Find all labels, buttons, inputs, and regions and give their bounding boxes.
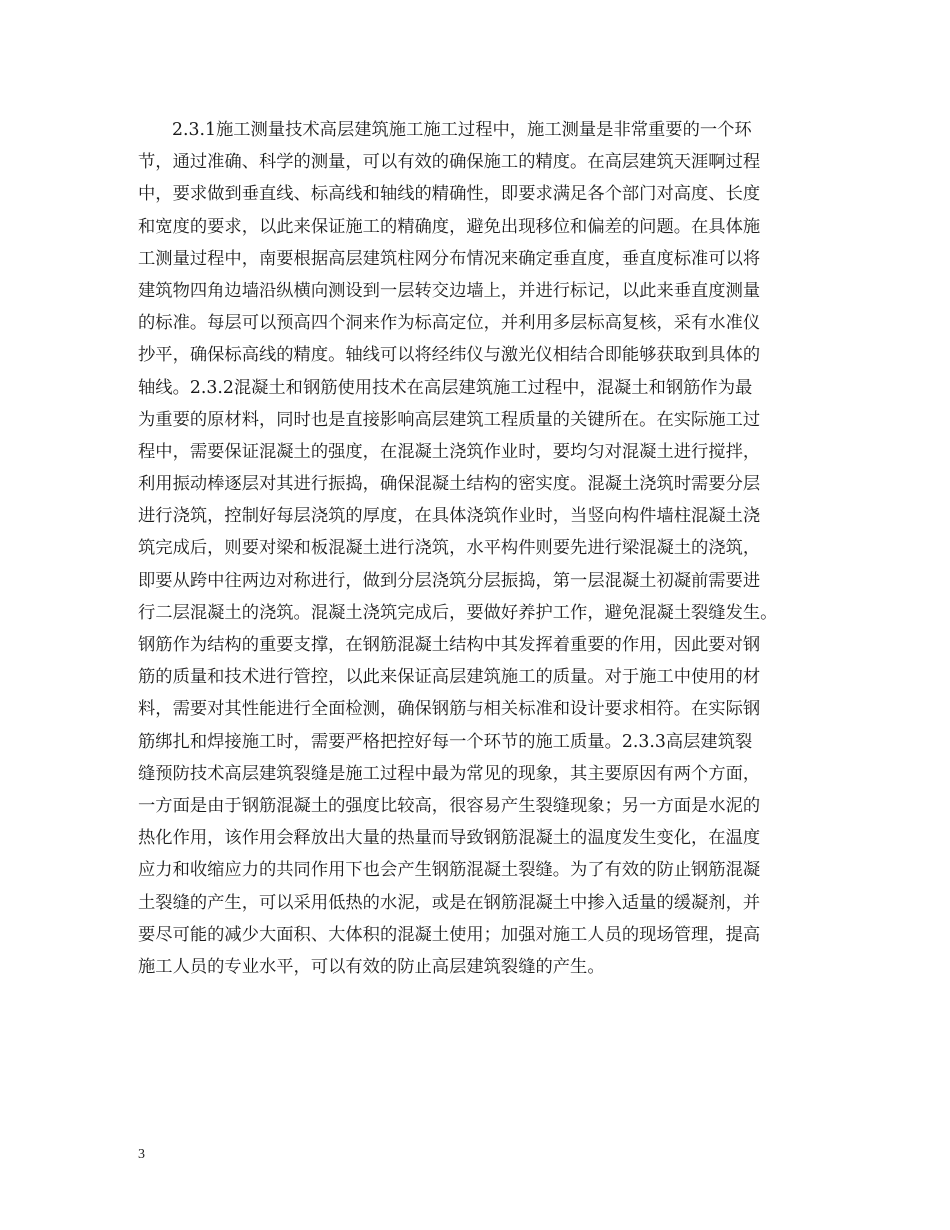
text-line: 钢筋作为结构的重要支撑，在钢筋混凝土结构中其发挥着重要的作用，因此要对钢 <box>138 635 761 655</box>
text-line: 行二层混凝土的浇筑。混凝土浇筑完成后，要做好养护工作，避免混凝土裂缝发生。 <box>138 602 778 623</box>
text-line: 应力和收缩应力的共同作用下也会产生钢筋混凝土裂缝。为了有效的防止钢筋混凝 <box>138 860 761 881</box>
text-line: 中，要求做到垂直线、标高线和轴线的精确性，即要求满足各个部门对高度、长度 <box>138 184 761 205</box>
text-line: 抄平，确保标高线的精度。轴线可以将经纬仪与激光仪相结合即能够获取到具体的 <box>138 345 761 366</box>
text-line: 一方面是由于钢筋混凝土的强度比较高，很容易产生裂缝现象；另一方面是水泥的 <box>138 795 761 816</box>
text-line: 缝预防技术高层建筑裂缝是施工过程中最为常见的现象，其主要原因有两个方面， <box>138 763 761 784</box>
page-number: 3 <box>138 1147 145 1162</box>
body-paragraph <box>138 114 828 983</box>
text-line: 即要从跨中往两边对称进行，做到分层浇筑分层振捣，第一层混凝土初凝前需要进 <box>138 570 761 591</box>
text-line: 筑完成后，则要对梁和板混凝土进行浇筑，水平构件则要先进行梁混凝土的浇筑， <box>138 538 761 559</box>
text-line: 节，通过准确、科学的测量，可以有效的确保施工的精度。在高层建筑天涯啊过程 <box>138 152 761 173</box>
text-line: 筋绑扎和焊接施工时，需要严格把控好每一个环节的施工质量。2.3.3高层建筑裂 <box>138 731 753 752</box>
text-line: 进行浇筑，控制好每层浇筑的厚度，在具体浇筑作业时，当竖向构件墙柱混凝土浇 <box>138 506 761 527</box>
text-line: 利用振动棒逐层对其进行振捣，确保混凝土结构的密实度。混凝土浇筑时需要分层 <box>138 474 761 495</box>
text-line: 为重要的原材料，同时也是直接影响高层建筑工程质量的关键所在。在实际施工过 <box>138 409 761 430</box>
text-line: 和宽度的要求，以此来保证施工的精确度，避免出现移位和偏差的问题。在具体施 <box>138 216 761 237</box>
text-line: 热化作用，该作用会释放出大量的热量而导致钢筋混凝土的温度发生变化，在温度 <box>138 828 761 849</box>
text-line: 料，需要对其性能进行全面检测，确保钢筋与相关标准和设计要求相符。在实际钢 <box>138 699 761 720</box>
text-line: 筋的质量和技术进行管控，以此来保证高层建筑施工的质量。对于施工中使用的材 <box>138 667 761 688</box>
text-line: 建筑物四角边墙沿纵横向测设到一层转交边墙上，并进行标记，以此来垂直度测量 <box>138 280 761 301</box>
text-line: 施工人员的专业水平，可以有效的防止高层建筑裂缝的产生。 <box>138 956 605 977</box>
text-line: 工测量过程中，南要根据高层建筑柱网分布情况来确定垂直度，垂直度标准可以将 <box>138 248 761 269</box>
text-line: 要尽可能的减少大面积、大体积的混凝土使用；加强对施工人员的现场管理，提高 <box>138 924 761 945</box>
text-line: 的标准。每层可以预高四个洞来作为标高定位，并利用多层标高复核，采有水准仪 <box>138 313 761 334</box>
text-line: 轴线。2.3.2混凝土和钢筋使用技术在高层建筑施工过程中，混凝土和钢筋作为最 <box>138 377 753 398</box>
text-line: 程中，需要保证混凝土的强度，在混凝土浇筑作业时，要均匀对混凝土进行搅拌， <box>138 441 761 462</box>
text-line: 2.3.1施工测量技术高层建筑施工施工过程中，施工测量是非常重要的一个环 <box>172 120 752 140</box>
text-line: 土裂缝的产生，可以采用低热的水泥，或是在钢筋混凝土中掺入适量的缓凝剂，并 <box>138 892 761 913</box>
